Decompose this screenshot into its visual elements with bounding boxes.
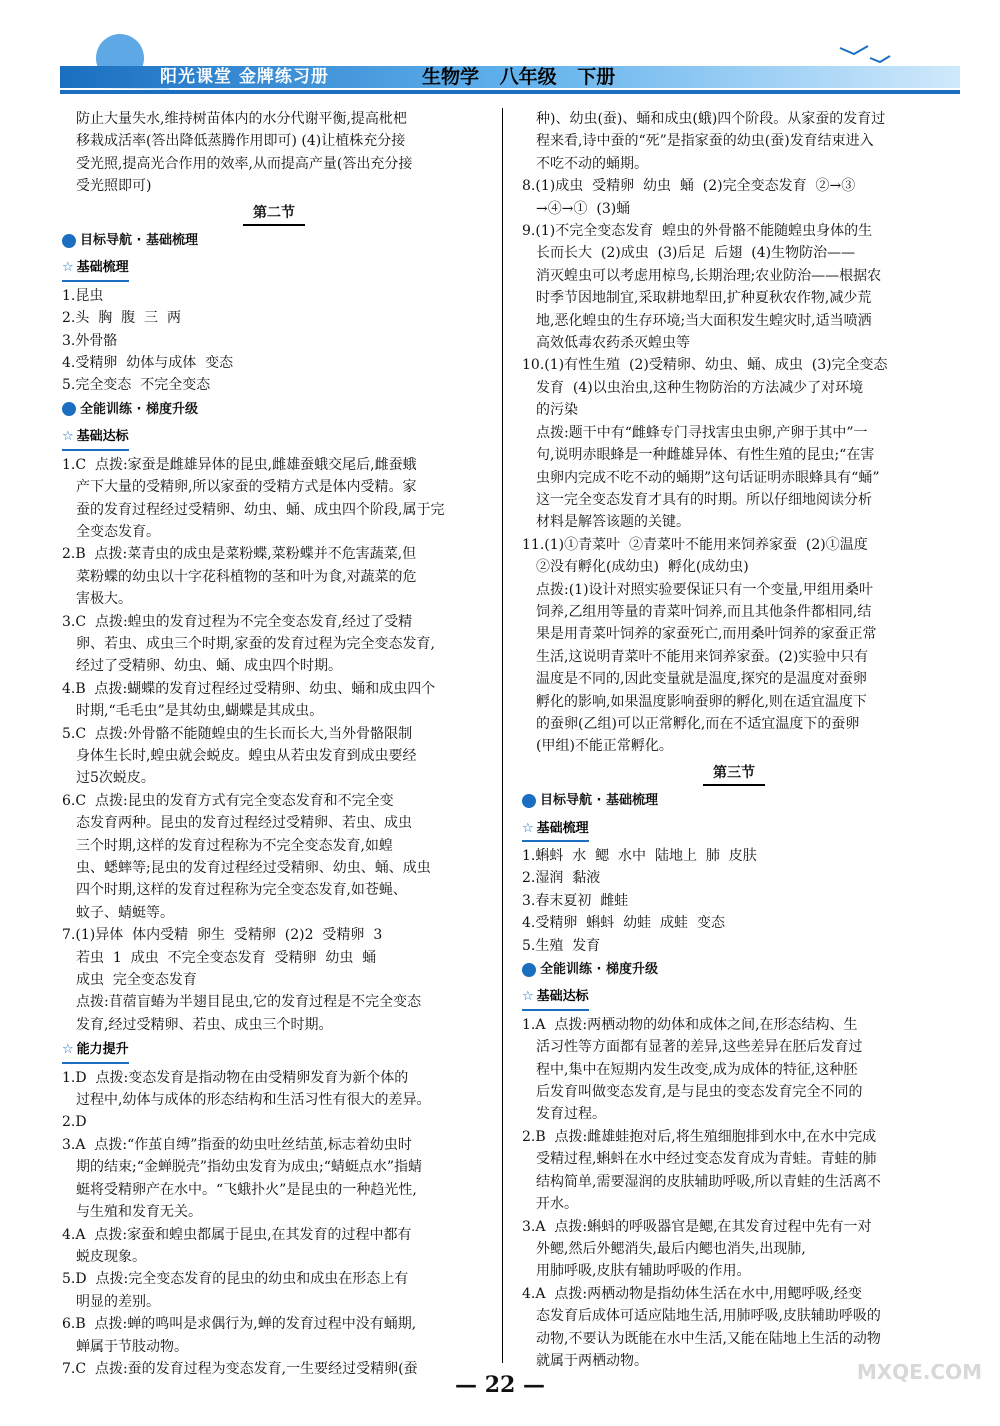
text-line: 4.B 点拨:蝴蝶的发育过程经过受精卵、幼虫、蛹和成虫四个 <box>62 680 436 697</box>
text-line: 9.(1)不完全变态发育 蝗虫的外骨骼不能随蝗虫身体的生 <box>522 223 873 240</box>
text-line: 7.C 点拨:蚕的发育过程为变态发育,一生要经过受精卵(蚕 <box>62 1360 418 1377</box>
text-line: 受光照即可) <box>76 178 152 195</box>
training-heading: 全能训练 · 梯度升级 <box>522 959 946 981</box>
text-line: 孵化的影响,如果温度影响蚕卵的孵化,则在适宜温度下 <box>536 693 867 710</box>
header-subject: 生物学 八年级 下册 <box>422 66 616 88</box>
text-line: 菜粉蝶的幼虫以十字花科植物的茎和叶为食,对蔬菜的危 <box>76 568 417 585</box>
left-basics <box>62 285 486 397</box>
text-line: 态发育后成体可适应陆地生活,用肺呼吸,皮肤辅助呼吸的 <box>536 1308 881 1325</box>
text-line: 2.B 点拨:菜青虫的成虫是菜粉蝶,菜粉蝶并不危害蔬菜,但 <box>62 546 417 563</box>
text-line: 5.D 点拨:完全变态发育的昆虫的幼虫和成虫在形态上有 <box>62 1271 409 1288</box>
book-icon <box>62 234 76 248</box>
text-line: 发育,经过受精卵、若虫、成虫三个时期。 <box>76 1016 333 1033</box>
left-ability <box>62 1067 486 1381</box>
text-line: 句,说明赤眼蜂是一种雌雄异体、有性生殖的昆虫;“在害 <box>536 447 875 464</box>
left-column <box>62 108 486 1380</box>
text-line: 8.(1)成虫 受精卵 幼虫 蛹 (2)完全变态发育 ②→③ <box>522 178 856 195</box>
text-line: 三个时期,这样的发育过程称为不完全变态发育,如蝗 <box>76 837 393 854</box>
text-line: 蜕皮现象。 <box>76 1248 146 1265</box>
basics-heading: ☆ 基础梳理 <box>522 818 589 842</box>
text-line: 高效低毒农药杀灭蝗虫等 <box>536 335 690 352</box>
text-line: 期的结束;“金蝉脱壳”指幼虫发育为成虫;“蜻蜓点水”指蜻 <box>76 1159 423 1176</box>
text-line: 时季节因地制宜,采取耕地犁田,扩种夏秋农作物,减少荒 <box>536 290 872 307</box>
text-line: 3.外骨骼 <box>62 332 118 349</box>
watermark: MXQE.COM <box>856 1360 982 1384</box>
text-line: 的污染 <box>536 402 578 419</box>
text-line: 1.D 点拨:变态发育是指动物在由受精卵发育为新个体的 <box>62 1069 409 1086</box>
text-line: 果是用青菜叶饲养的家蚕死亡,而用桑叶饲养的家蚕正常 <box>536 626 877 643</box>
text-line: 3.春末夏初 雌蛙 <box>522 892 629 909</box>
page-header <box>60 28 960 106</box>
column-divider <box>502 108 503 1363</box>
text-line: →④→① (3)蛹 <box>536 200 631 217</box>
text-line: 1.昆虫 <box>62 287 104 304</box>
text-line: 6.B 点拨:蝉的鸣叫是求偶行为,蝉的发育过程中没有蛹期, <box>62 1316 417 1333</box>
text-line: 四个时期,这样的发育过程称为完全变态发育,如苍蝇、 <box>76 882 407 899</box>
text-line: 7.(1)异体 体内受精 卵生 受精卵 (2)2 受精卵 3 <box>62 927 383 944</box>
page-number: — 22 — <box>455 1372 545 1398</box>
text-line: 11.(1)①青菜叶 ②青菜叶不能用来饲养家蚕 (2)①温度 <box>522 536 868 553</box>
book-icon <box>522 963 536 977</box>
text-line: 程来看,诗中蚕的“死”是指家蚕的幼虫(蚕)发育结束进入 <box>536 133 874 150</box>
text-line: 种)、幼虫(蚕)、蛹和成虫(蛾)四个阶段。从家蚕的发育过 <box>536 111 886 127</box>
text-line: 点拨:(1)设计对照实验要保证只有一个变量,甲组用桑叶 <box>536 581 873 598</box>
text-line: 成虫 完全变态发育 <box>76 972 197 989</box>
text-line: 这一完全变态发育才具有的时期。所以仔细地阅读分析 <box>536 491 872 508</box>
text-line: 经过了受精卵、幼虫、蛹、成虫四个时期。 <box>76 658 342 675</box>
standard-heading: ☆ 基础达标 <box>62 426 129 450</box>
goal-nav-heading: 目标导航 · 基础梳理 <box>522 790 946 812</box>
text-line: 活习性等方面都有显著的差异,这些差异在胚后发育过 <box>536 1039 863 1056</box>
text-line: 时期,“毛毛虫”是其幼虫,蝴蝶是其成虫。 <box>76 703 324 720</box>
text-line: 态发育两种。昆虫的发育过程经过受精卵、若虫、成虫 <box>76 815 412 832</box>
text-line: 2.湿润 黏液 <box>522 870 601 887</box>
text-line: 发育 (4)以虫治虫,这种生物防治的方法减少了对环境 <box>536 379 864 396</box>
text-line: 蜓将受精卵产在水中。“飞蛾扑火”是昆虫的一种趋光性, <box>76 1181 417 1198</box>
text-line: 1.C 点拨:家蚕是雌雄异体的昆虫,雌雄蚕蛾交尾后,雌蚕蛾 <box>62 456 417 473</box>
text-line: (甲组)不能正常孵化。 <box>536 738 673 755</box>
text-line: 2.B 点拨:雌雄蛙抱对后,将生殖细胞排到水中,在水中完成 <box>522 1128 877 1145</box>
text-line: 与生殖和发育无关。 <box>76 1204 202 1221</box>
text-line: 1.蝌蚪 水 鳃 水中 陆地上 肺 皮肤 <box>522 848 757 864</box>
text-line: 发育过程。 <box>536 1106 606 1123</box>
text-line: 3.A 点拨:蝌蚪的呼吸器官是鳃,在其发育过程中先有一对 <box>522 1218 872 1235</box>
text-line: 外鳃,然后外鳃消失,最后内鳃也消失,出现肺, <box>536 1240 806 1257</box>
left-intro <box>62 108 486 198</box>
book-icon <box>62 402 76 416</box>
text-line: 点拨:苜蓿盲蝽为半翅目昆虫,它的发育过程是不完全变态 <box>76 994 422 1011</box>
book-icon <box>522 794 536 808</box>
text-line: 明显的差别。 <box>76 1293 160 1310</box>
text-line: 结构简单,需要湿润的皮肤辅助呼吸,所以青蛙的生活离不 <box>536 1173 881 1190</box>
text-line: 2.头 胸 腹 三 两 <box>62 310 181 327</box>
text-line: 6.C 点拨:昆虫的发育方式有完全变态发育和不完全变 <box>62 792 394 809</box>
text-line: 程中,集中在短期内发生改变,成为成体的特征,这种胚 <box>536 1061 858 1078</box>
text-line: 3.C 点拨:蝗虫的发育过程为不完全变态发育,经过了受精 <box>62 613 413 630</box>
text-line: 开水。 <box>536 1196 578 1213</box>
text-line: 5.生殖 发育 <box>522 937 601 954</box>
text-line: 4.A 点拨:两栖动物是指幼体生活在水中,用鳃呼吸,经变 <box>522 1285 862 1302</box>
text-line: 受光照,提高光合作用的效率,从而提高产量(答出充分接 <box>76 155 413 172</box>
text-line: 3.A 点拨:“作茧自缚”指蚕的幼虫吐丝结茧,标志着幼虫时 <box>62 1136 412 1153</box>
text-line: 长而长大 (2)成虫 (3)后足 后翅 (4)生物防治—— <box>536 245 856 262</box>
right-continued <box>522 108 946 758</box>
text-line: 过程中,幼体与成体的形态结构和生活习性有很大的差异。 <box>76 1092 431 1109</box>
section-title-2: 第二节 <box>62 202 486 226</box>
text-line: 点拨:题干中有“雌蜂专门寻找害虫虫卵,产卵于其中”一 <box>536 424 868 441</box>
text-line: 10.(1)有性生殖 (2)受精卵、幼虫、蛹、成虫 (3)完全变态 <box>522 357 888 374</box>
section-title-3: 第三节 <box>522 762 946 786</box>
right-standard <box>522 1014 946 1373</box>
right-column <box>522 108 946 1372</box>
text-line: 后发育叫做变态发育,是与昆虫的变态发育完全不同的 <box>536 1084 863 1101</box>
text-line: 生活,这说明青菜叶不能用来饲养家蚕。(2)实验中只有 <box>536 648 869 665</box>
standard-heading: ☆ 基础达标 <box>522 986 589 1010</box>
left-standard <box>62 454 486 1037</box>
text-line: 4.A 点拨:家蚕和蝗虫都属于昆虫,在其发育的过程中都有 <box>62 1226 412 1243</box>
text-line: 蝉属于节肢动物。 <box>76 1338 188 1355</box>
text-line: 材料是解答该题的关键。 <box>536 514 690 531</box>
text-line: 虫、蟋蟀等;昆虫的发育过程经过受精卵、幼虫、蛹、成虫 <box>76 860 431 876</box>
training-heading: 全能训练 · 梯度升级 <box>62 399 486 421</box>
text-line: 就属于两栖动物。 <box>536 1352 648 1369</box>
text-line: 产下大量的受精卵,所以家蚕的受精方式是体内受精。家 <box>76 479 417 496</box>
text-line: ②没有孵化(成幼虫) 孵化(成幼虫) <box>536 559 749 576</box>
goal-nav-heading: 目标导航 · 基础梳理 <box>62 230 486 252</box>
text-line: 温度是不同的,因此变量就是温度,探究的是温度对蚕卵 <box>536 671 867 688</box>
basics-heading: ☆ 基础梳理 <box>62 257 129 281</box>
right-basics <box>522 845 946 957</box>
text-line: 受精过程,蝌蚪在水中经过变态发育成为青蛙。青蛙的肺 <box>536 1151 877 1168</box>
text-line: 过5次蜕皮。 <box>76 770 155 787</box>
header-brand: 阳光课堂 金牌练习册 <box>160 67 329 87</box>
text-line: 的蚕卵(乙组)可以正常孵化,而在不适宜温度下的蚕卵 <box>536 715 860 732</box>
text-line: 5.完全变态 不完全变态 <box>62 377 211 394</box>
text-line: 不吃不动的蛹期。 <box>536 155 648 172</box>
text-line: 1.A 点拨:两栖动物的幼体和成体之间,在形态结构、生 <box>522 1016 858 1033</box>
text-line: 饲养,乙组用等量的青菜叶饲养,而且其他条件都相同,结 <box>536 603 872 620</box>
text-line: 2.D <box>62 1114 87 1131</box>
text-line: 移栽成活率(答出降低蒸腾作用即可) (4)让植株充分接 <box>76 133 406 150</box>
text-line: 蚊子、蜻蜓等。 <box>76 904 174 921</box>
text-line: 身体生长时,蝗虫就会蜕皮。蝗虫从若虫发育到成虫要经 <box>76 747 417 764</box>
text-line: 动物,不要认为既能在水中生活,又能在陆地上生活的动物 <box>536 1330 881 1347</box>
text-line: 虫卵内完成不吃不动的蛹期”这句话证明赤眼蜂具有“蛹” <box>536 469 880 486</box>
text-line: 卵、若虫、成虫三个时期,家蚕的发育过程为完全变态发育, <box>76 635 435 652</box>
text-line: 全变态发育。 <box>76 523 160 540</box>
text-line: 消灭蝗虫可以考虑用椋鸟,长期治理;农业防治——根据农 <box>536 267 882 284</box>
text-line: 地,恶化蝗虫的生存环境;当大面积发生蝗灾时,适当喷洒 <box>536 312 872 329</box>
text-line: 4.受精卵 蝌蚪 幼蛙 成蛙 变态 <box>522 915 725 932</box>
text-line: 5.C 点拨:外骨骼不能随蝗虫的生长而长大,当外骨骼限制 <box>62 725 413 742</box>
text-line: 4.受精卵 幼体与成体 变态 <box>62 355 234 372</box>
text-line: 若虫 1 成虫 不完全变态发育 受精卵 幼虫 蛹 <box>76 949 377 966</box>
text-line: 防止大量失水,维持树苗体内的水分代谢平衡,提高枇杷 <box>76 111 407 127</box>
text-line: 蚕的发育过程经过受精卵、幼虫、蛹、成虫四个阶段,属于完 <box>76 501 445 518</box>
text-line: 用肺呼吸,皮肤有辅助呼吸的作用。 <box>536 1263 751 1280</box>
ability-heading: ☆ 能力提升 <box>62 1039 129 1063</box>
text-line: 害极大。 <box>76 591 132 608</box>
